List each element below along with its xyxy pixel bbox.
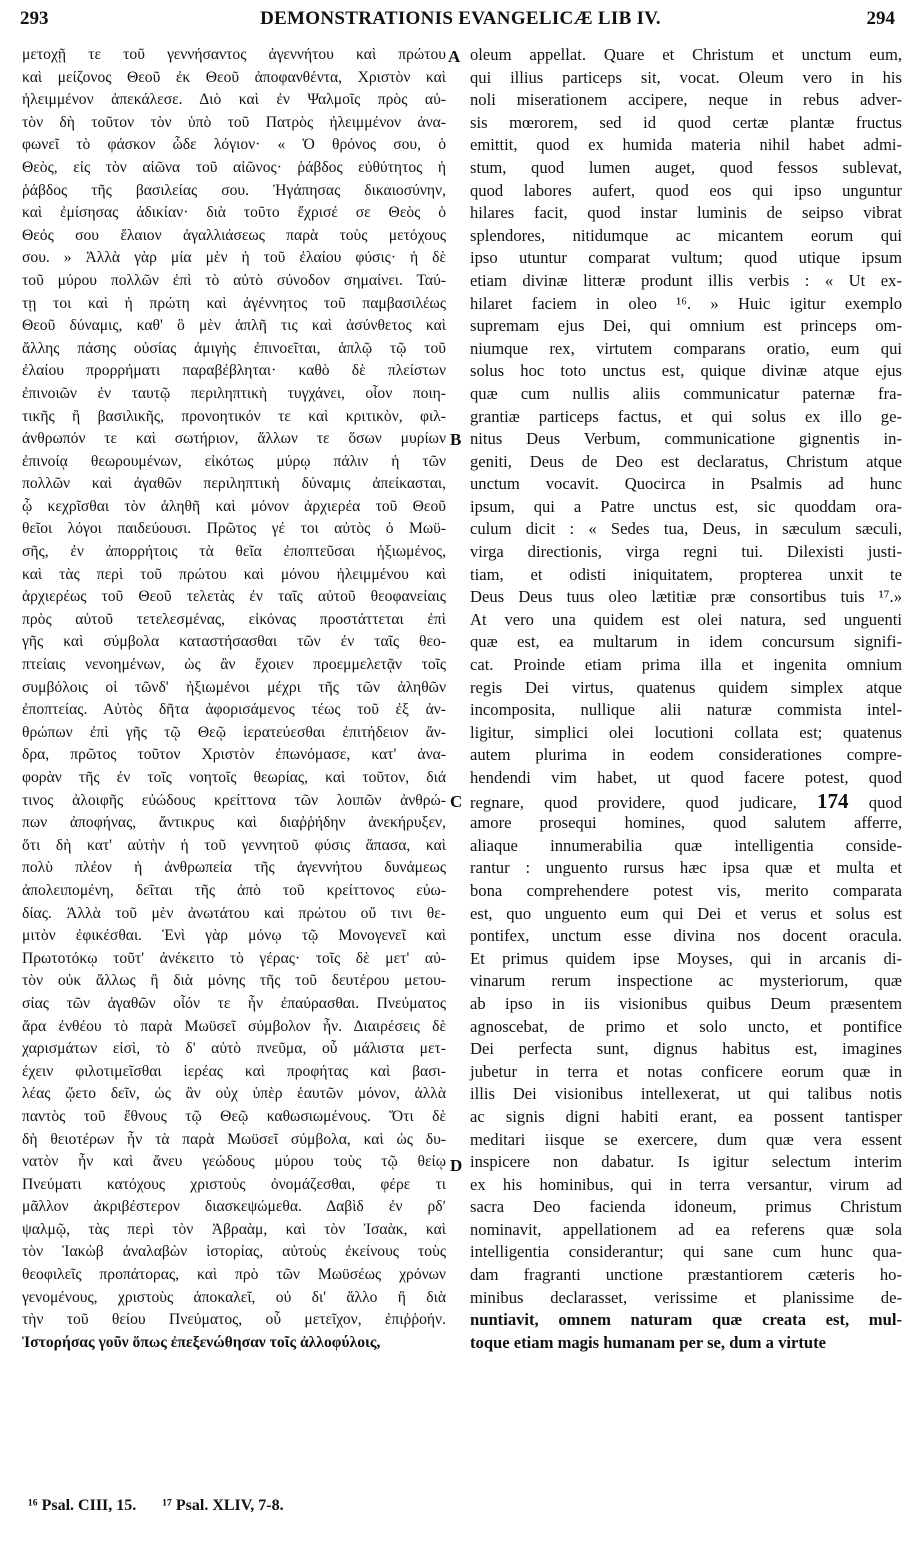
latin-text-line: illis Dei visionibus intellexerat, ut qui talibus notis [470,1084,902,1104]
greek-text-line: τοῦ μύρου πολλῶν ἐπὶ τὸ αὐτὸ σύνοδον σημαίνει. Ταύ- [22,271,446,289]
greek-text-line: ῥάβδος τῆς βασιλείας σου. Ἠγάπησας δικαιοσύνην, [22,181,446,199]
greek-text-line: θεοφιλεῖς προπάτορας, καὶ πρὸ τῶν Μωϋσέως χρόνων [22,1266,446,1284]
latin-text-line: aliaque innumerabilia quæ intelligentia conside- [470,835,902,855]
greek-text-line: πολλῶν καὶ ἀγαθῶν περιληπτικὴ δύναμις ἀπείκασται, [22,475,446,493]
latin-text-line: hilares facit, quod instar luminis de seipso vibrat [470,203,902,223]
latin-text-line: noli miserationem accipere, neque in rebus adver- [470,90,902,110]
latin-text-line: bona comprehendere potest vis, merito comparata [470,880,902,900]
greek-text-line: ἀπολειπομένη, δεῖται τῆς ἀπὸ τοῦ κρείττονος εὐω- [22,881,446,899]
latin-text-line: vinarum rerum inspectione ac mysteriorum, quæ [470,971,902,991]
greek-text-line: τικῆς ἢ βασιλικῆς, προνοητικόν τε καὶ κριτικὸν, φιλ- [22,407,446,425]
greek-text-line: γενομένους, χριστοὺς ἀποκαλεῖ, οὐ δι' ἄλλο ἢ διὰ [22,1288,446,1306]
greek-text-line: πρὸς αὐτοῦ τετελεσμένας, εἰκόνας προστάττεται ἐπὶ [22,610,446,628]
greek-text-line: καὶ μείζονος Θεοῦ ἐκ Θεοῦ ἀποφανθέντα, Χριστὸν καὶ [22,68,446,86]
running-title: DEMONSTRATIONIS EVANGELICÆ LIB IV. [260,8,661,29]
latin-text-line: quod labores aufert, quod eos qui ipso unguntur [470,180,902,200]
greek-text-line: γῆς καὶ σύμβολα καταστήσασθαι τῶν ἐν ταῖς θεο- [22,633,446,651]
latin-text-line: amore prosequi homines, quod salutem afferre, [470,813,902,833]
latin-text-line: stum, quod lumen auget, quod fessos sublevat, [470,157,902,177]
greek-text-line: σου. » Ἀλλὰ γὰρ μία μὲν ἡ τοῦ ἐλαίου φύσις· ἡ δὲ [22,249,446,267]
greek-text-line: έχειν φιλοτιμεῖσθαι ἱερέας καὶ προφήτας καὶ βασι- [22,1062,446,1080]
latin-text-line: inspicere non dabatur. Is igitur selectum interim [470,1152,902,1172]
greek-text-line: ᾧ κεχρῖσθαι τὸν ἀληθῆ καὶ μόνον ἀρχιερέα τοῦ Θεοῦ [22,497,446,515]
latin-text-line: ex his hominibus, qui in terra versantur, virum ad [470,1174,902,1194]
latin-text-line: ipsum, qui a Patre unctus est, sic quoddam ora- [470,496,902,516]
latin-text-line: nitus Deus Verbum, communicatione gignentis in- [470,429,902,449]
page-number-right: 294 [866,8,895,29]
latin-text-line: hilaret faciem in oleo ¹⁶. » Huic igitur exemplo [470,293,902,313]
latin-text-line: niumque rex, virtutem comparans oratio, eum qui [470,338,902,358]
latin-text-line: splendores, nitidumque ac micantem eorum qui [470,225,902,245]
greek-text-line: ὅτι δὴ κατ' αὐτὴν ἡ τοῦ γεννητοῦ φύσις ἅπασα, καὶ [22,836,446,854]
greek-page-marker: 174 [817,788,849,813]
running-header [18,8,903,38]
greek-text-line: θρώπων ἐπὶ γῆς τῷ Θεῷ ἱερατεύεσθαι ἐπιτήδειον ἄν- [22,723,446,741]
greek-text-line: τὸν οὐκ ἄλλως ἢ διὰ μόνης τῆς τοῦ δευτέρου μετου- [22,972,446,990]
greek-text-line: θεῖοι λόγοι παιδεύουσι. Πρῶτος γέ τοι αὐτὸς ὁ Μωϋ- [22,520,446,538]
latin-text-line: quæ cum nullis aliis communicatur paternæ fra- [470,383,902,403]
greek-text-line: ἐποπτείας. Αὐτὸς δῆτα ἀφορισάμενος τέως τοῦ ἐξ ἀν- [22,701,446,719]
latin-text-line: oleum appellat. Quare et Christum et unctum eum, [470,45,902,64]
greek-text-line: παντὸς τοῦ ἔθνους τῷ Θεῷ καθωσιωμένους. Ὅτι δὲ [22,1107,446,1125]
greek-text-line: τὸν Ἰακὼβ ἀναλαβὼν ἱστορίας, αὐτοὺς ἐκείνους τοὺς [22,1243,446,1261]
greek-text-line: συμβόλοις οἱ τῶνδ' ἠξιωμένοι μέχρι τῆς τῶν ἀληθῶν [22,678,446,696]
greek-text-line: σίας τῶν ἀγαθῶν οἷόν τε ἦν ἐπαύρασθαι. Πνεύματος [22,994,446,1012]
greek-text-line: πων ἀποφήνας, ἄντικρυς καὶ διαῤῥήδην ἀνεκήρυξεν, [22,814,446,832]
margin-letter-c: C [450,792,463,811]
greek-text-line: Θεοῦ δύναμις, καθ' ὃ μὲν ἁπλῆ τις καὶ ἀσύνθετος καὶ [22,317,446,335]
latin-text-line: culum dicit : « Sedes tua, Deus, in sæculum sæculi, [470,519,902,539]
latin-text-line: solus hoc toto unctus est, quique divinæ atque ejus [470,361,902,381]
margin-letter-b: B [450,430,462,449]
footnote-16: ¹⁶ Psal. CIII, 15. [28,1497,137,1514]
greek-text-line: δίας. Ἀλλὰ τοῦ μὲν ἀνωτάτου καὶ πρώτου οὔ τινι θε- [22,904,446,922]
greek-text-line: τὴν τοῦ θείου Πνεύματος, οὗ μετεῖχον, ἐπιῤῥοήν. [22,1311,446,1329]
greek-text-line: άνθρωπόν τε καὶ σωτήριον, ἄλλων τε ὅσων μυρίων [22,430,446,448]
latin-text-line: tiam, et odisti iniquitatem, propterea unxit te [470,564,902,584]
latin-text-line: quæ est, ea multarum in idem concursum signifi- [470,632,902,652]
greek-text-column [22,44,446,1354]
latin-text-line: autem plurima in eodem considerationes compre- [470,745,902,765]
latin-text-line: cat. Proinde etiam prima illa et ingenita omnium [470,655,902,675]
latin-text-column [470,44,902,1354]
latin-text-line: agnoscebat, de primo et solo uncto, et pontifice [470,1016,902,1036]
latin-text-line: intelligentia considerantur; qui sane cum hunc qua- [470,1242,902,1262]
latin-text-line: supremam ejus Dei, qui omnium est princeps om- [470,316,902,336]
latin-text-line: geniti, Deus de Deo est declaratus, Christum atque [470,451,902,471]
margin-letter-d: D [450,1156,463,1175]
greek-text-line: πολὺ πλέον ἡ ἀνθρωπεία τῆς ἀγεννήτου δυνάμεως [22,859,446,877]
greek-text-line: Πρωτοτόκῳ τοῦτ' ἀνέκειτο τὸ γέρας· τοῖς δὲ μετ' αὐ- [22,949,446,967]
greek-text-line: σῆς, ἐν ἀπορρήτοις τὰ θεῖα ἐποπτεῦσαι ἠξιωμένος, [22,543,446,561]
latin-text-line: pontifex, unctum esse divina nos docent oracula. [470,926,902,946]
greek-text-line: ἠλειμμένον ἀπεκάλεσε. Διὸ καὶ ἐν Ψαλμοῖς πρὸς αὐ- [22,91,446,109]
greek-text-line: δὴ θειοτέρων ἦν τὰ παρὰ Μωϋσεῖ σύμβολα, καὶ ὡς δυ- [22,1130,446,1148]
latin-text-line: unctum vocavit. Quocirca in Psalmis ad hunc [470,474,902,494]
latin-text-line: emittit, quod ex humida materia nihil habet admi- [470,135,902,155]
margin-letter-a: A [448,47,461,66]
greek-text-line: δρα, πρῶτος τοῦτον Χριστὸν ἐπωνόμασε, κατ' ἀνα- [22,746,446,764]
greek-text-line: Θεός σου ἔλαιον ἀγαλλιάσεως παρὰ τοὺς μετόχους [22,226,446,244]
greek-text-line: χαρισμάτων εἰσὶ, τὸ δ' αὐτὸ πνεῦμα, οὗ μάλιστα μετ- [22,1040,446,1058]
greek-text-line: τινος ἀλοιφῆς εὐώδους κρείττονα τῶν λοιπῶν ἀνθρώ- [22,791,446,809]
latin-text-line: ac signis digni habiti erant, ea possent tantisper [470,1106,902,1126]
greek-text-line: ἄρα ἐνθέου τὸ παρὰ Μωϋσεῖ σύμβολον ἦν. Διαιρέσεις δὲ [22,1017,446,1035]
latin-text-line: etiam divinæ litteræ produnt illis verbis : « Ut ex- [470,270,902,290]
latin-text-line: nominavit, appellationem ad ea referens quæ sola [470,1219,902,1239]
latin-text-line: Deus Deus tuus oleo lætitiæ præ consortibus tuis ¹⁷.» [470,587,902,607]
greek-text-line: φωνεῖ τὸ φάσκον ὧδε λόγιον· « Ὁ θρόνος σου, ὁ [22,136,446,154]
latin-text-line: sacra Deo facienda idoneum, primus Christum [470,1197,902,1217]
latin-text-line: Dei perfecta sunt, dignus habitus est, imagines [470,1039,902,1059]
greek-text-line: Ἱστορήσας γοῦν ὅπως ἐπεξενώθησαν τοῖς ἀλλοφύλοις, [22,1333,381,1351]
latin-text-line: jubetur in terra et notas conficere eorum quæ in [470,1061,902,1081]
greek-text-line: καὶ τὰς περὶ τοῦ πρώτου καὶ μόνου ἠλειμμένου καὶ [22,565,446,583]
greek-text-line: Θεὸς, εἰς τὸν αἰῶνα τοῦ αἰῶνος· ῥάβδος εὐθύτητος ἡ [22,158,446,176]
greek-text-line: ἐπινοιῶν ἐν ταυτῷ περιληπτικὴ τυγχάνει, οἷον ποιη- [22,384,446,402]
latin-text-line: regnare, quod providere, quod judicare, 174 quod [470,788,902,813]
greek-text-line: ἐλαίου προρρήματι παραβέβληται· καθὸ δὲ πλείστων [22,362,446,380]
latin-text-line: minibus declarasset, verissime et planissime de- [470,1287,902,1307]
latin-text-line: grantiæ particeps factus, et qui solus ex illo ge- [470,406,902,426]
latin-text-line: meditari iisque se exercere, dum quæ vera essent [470,1129,902,1149]
greek-text-line: καὶ ἐμίσησας ἀδικίαν· διὰ τοῦτο ἔχρισέ σε Θεὸς ὁ [22,204,446,222]
greek-text-line: Πνεύματι κατόχους χριστοὺς ὀνομάζεσθαι, φέρε τι [22,1175,446,1193]
latin-text-line: incomposita, nullique alii naturæ commista intel- [470,700,902,720]
greek-text-line: πτείαις νενοημένων, ὡς ἂν ἔχοιεν προεμμελετᾷν τοῖς [22,656,446,674]
latin-text-line: ipso utuntur comparat vultum; quod utique ipsum [470,248,902,268]
greek-text-line: τῃ τοι καὶ ἡ πρώτη καὶ ἀγέννητος τοῦ παμβασιλέως [22,294,446,312]
latin-text-line: virga directionis, virga regni tui. Dilexisti justi- [470,542,902,562]
latin-text-line: sis mœrorem, sed id quod certæ plantæ fructus [470,112,902,132]
latin-text-line: toque etiam magis humanam per se, dum a virtute [470,1332,826,1352]
greek-text-line: φορὰν τῆς ἐν τοῖς νοητοῖς θεωρίας, καὶ τοῦτον, διά [22,769,446,786]
latin-text-line: ligitur, simplici olei locutioni collata est; quatenus [470,722,902,742]
greek-text-line: μετοχῇ τε τοῦ γεννήσαντος ἀγεννήτου καὶ πρώτου [22,46,446,63]
footnotes [28,1497,306,1515]
greek-text-line: μᾶλλον ἀκριβέστερον διασκεψώμεθα. Δαβὶδ ἐν ρδʹ [22,1198,446,1216]
latin-text-line: rantur : unguento rursus hæc ipsa quæ et multa et [470,858,902,878]
latin-text-line: ab ipso in iis visionibus quibus Deum præsentem [470,993,902,1013]
latin-text-line: est, quo unguento eum qui Dei et verus et solus est [470,903,902,923]
latin-text-line: dam fragranti unctione præstantiorem cæteris ho- [470,1265,902,1285]
greek-text-line: ψαλμῷ, τὰς περὶ τὸν Ἀβραὰμ, καὶ τὸν Ἰσαὰκ, καὶ [22,1220,446,1238]
latin-text-line: qui illius particeps sit, vocat. Oleum vero in his [470,67,902,87]
greek-text-line: ἐπινοίᾳ θεωρουμένων, εἰκότως μύρῳ πάλιν ἡ τῶν [22,452,446,470]
greek-text-line: ἀρχιερέως τοῦ Θεοῦ τελετὰς ἐν ταῖς αὐτοῦ θεοφανείαις [22,588,446,606]
latin-text-line: regis Dei virtus, quatenus quidem simplex atque [470,677,902,697]
footnote-17: ¹⁷ Psal. XLIV, 7-8. [162,1497,284,1514]
greek-text-line: λέας ᾤετο δεῖν, ὡς ἂν οὐχ ὑπὲρ ἑαυτῶν μόνον, ἀλλὰ [22,1085,446,1103]
latin-text-line: hendendi vim habet, ut quod facere potest, quod [470,768,902,787]
latin-text-line: Et primus quidem ipse Moyses, qui in arcanis di- [470,948,902,968]
greek-text-line: τὸν δὴ τοῦτον τὸν ὑπὸ τοῦ Πατρὸς ἠλειμμένον ἀνα- [22,113,446,131]
latin-text-line: nuntiavit, omnem naturam quæ creata est, mul- [470,1310,902,1330]
greek-text-line: ἄλλης πάσης οὐσίας ἀμιγὴς ἐπινοεῖται, ἁπλῷ τῷ τοῦ [22,339,446,357]
greek-text-line: νατὸν ἦν καὶ ἄνευ γεώδους μύρου τοὺς τῷ θείῳ [22,1153,446,1171]
page-number-left: 293 [20,8,49,29]
greek-text-line: μιτὸν ἐφικέσθαι. Ἑνὶ γὰρ μόνῳ τῷ Μονογενεῖ καὶ [22,927,446,945]
latin-text-line: At vero una quidem est olei natura, sed unguenti [470,609,902,629]
